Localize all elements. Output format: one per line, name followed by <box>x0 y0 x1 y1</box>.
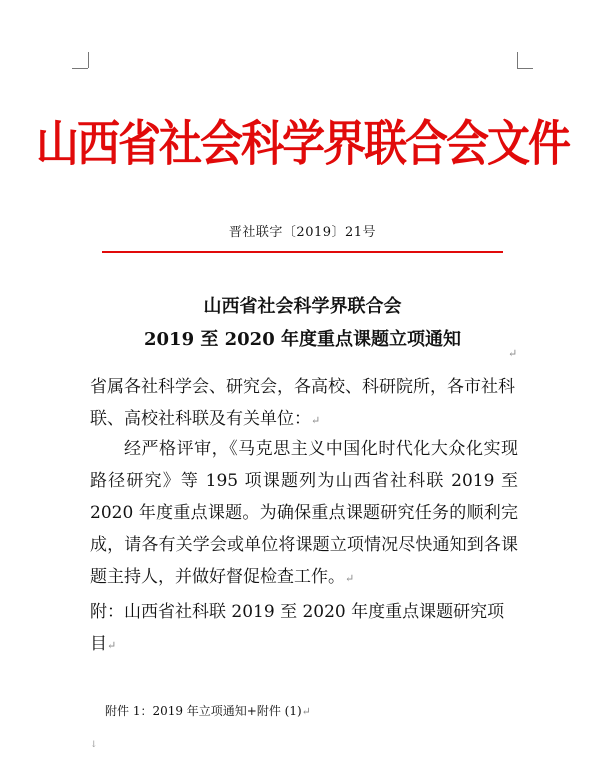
notice-title-line-1: 山西省社会科学界联合会 <box>203 296 402 317</box>
paragraph-mark: ↵ <box>345 572 355 585</box>
paragraph-mark: ↵ <box>508 347 518 360</box>
salutation-paragraph[interactable] <box>90 371 518 437</box>
attachment-paragraph[interactable] <box>90 596 518 662</box>
stray-text-mark: ↓ <box>90 740 98 750</box>
paragraph-mark: ↵ <box>107 639 117 652</box>
salutation-text: 省属各社科学会、研究会，各高校、科研院所，各市社科联、高校社科联及有关单位： <box>90 377 515 429</box>
attachment-file-link[interactable] <box>105 702 311 719</box>
paragraph-mark: ↵ <box>301 705 311 718</box>
crop-mark-top-right-h <box>517 68 533 69</box>
attachment-file-name: 附件 1：2019 年立项通知+附件 (1) <box>105 704 302 718</box>
document-number: 晋社联字〔2019〕21号 <box>228 225 377 240</box>
body-paragraph-text: 经严格评审，《马克思主义中国化时代化大众化实现路径研究》等 195 项课题列为山西省社科联 2019 至 2020 年度重点课题。为确保重点课题研究任务的顺利完成，请各有关学会或单位将课题立项情况尽快通知到各课题主持人，并做好督促检查工作。 <box>90 439 518 587</box>
crop-mark-top-left-v <box>88 52 89 68</box>
crop-mark-top-right-v <box>517 52 518 68</box>
body-paragraph[interactable] <box>90 433 518 595</box>
attachment-text: 附：山西省社科联 2019 至 2020 年度重点课题研究项目 <box>90 602 505 654</box>
paragraph-mark: ↵ <box>311 414 321 427</box>
document-header-title: 山西省社会科学界联合会文件 <box>36 116 569 173</box>
red-divider-line <box>102 251 503 253</box>
notice-title-line-2: 2019 至 2020 年度重点课题立项通知 <box>144 329 461 350</box>
crop-mark-top-left-h <box>72 68 88 69</box>
